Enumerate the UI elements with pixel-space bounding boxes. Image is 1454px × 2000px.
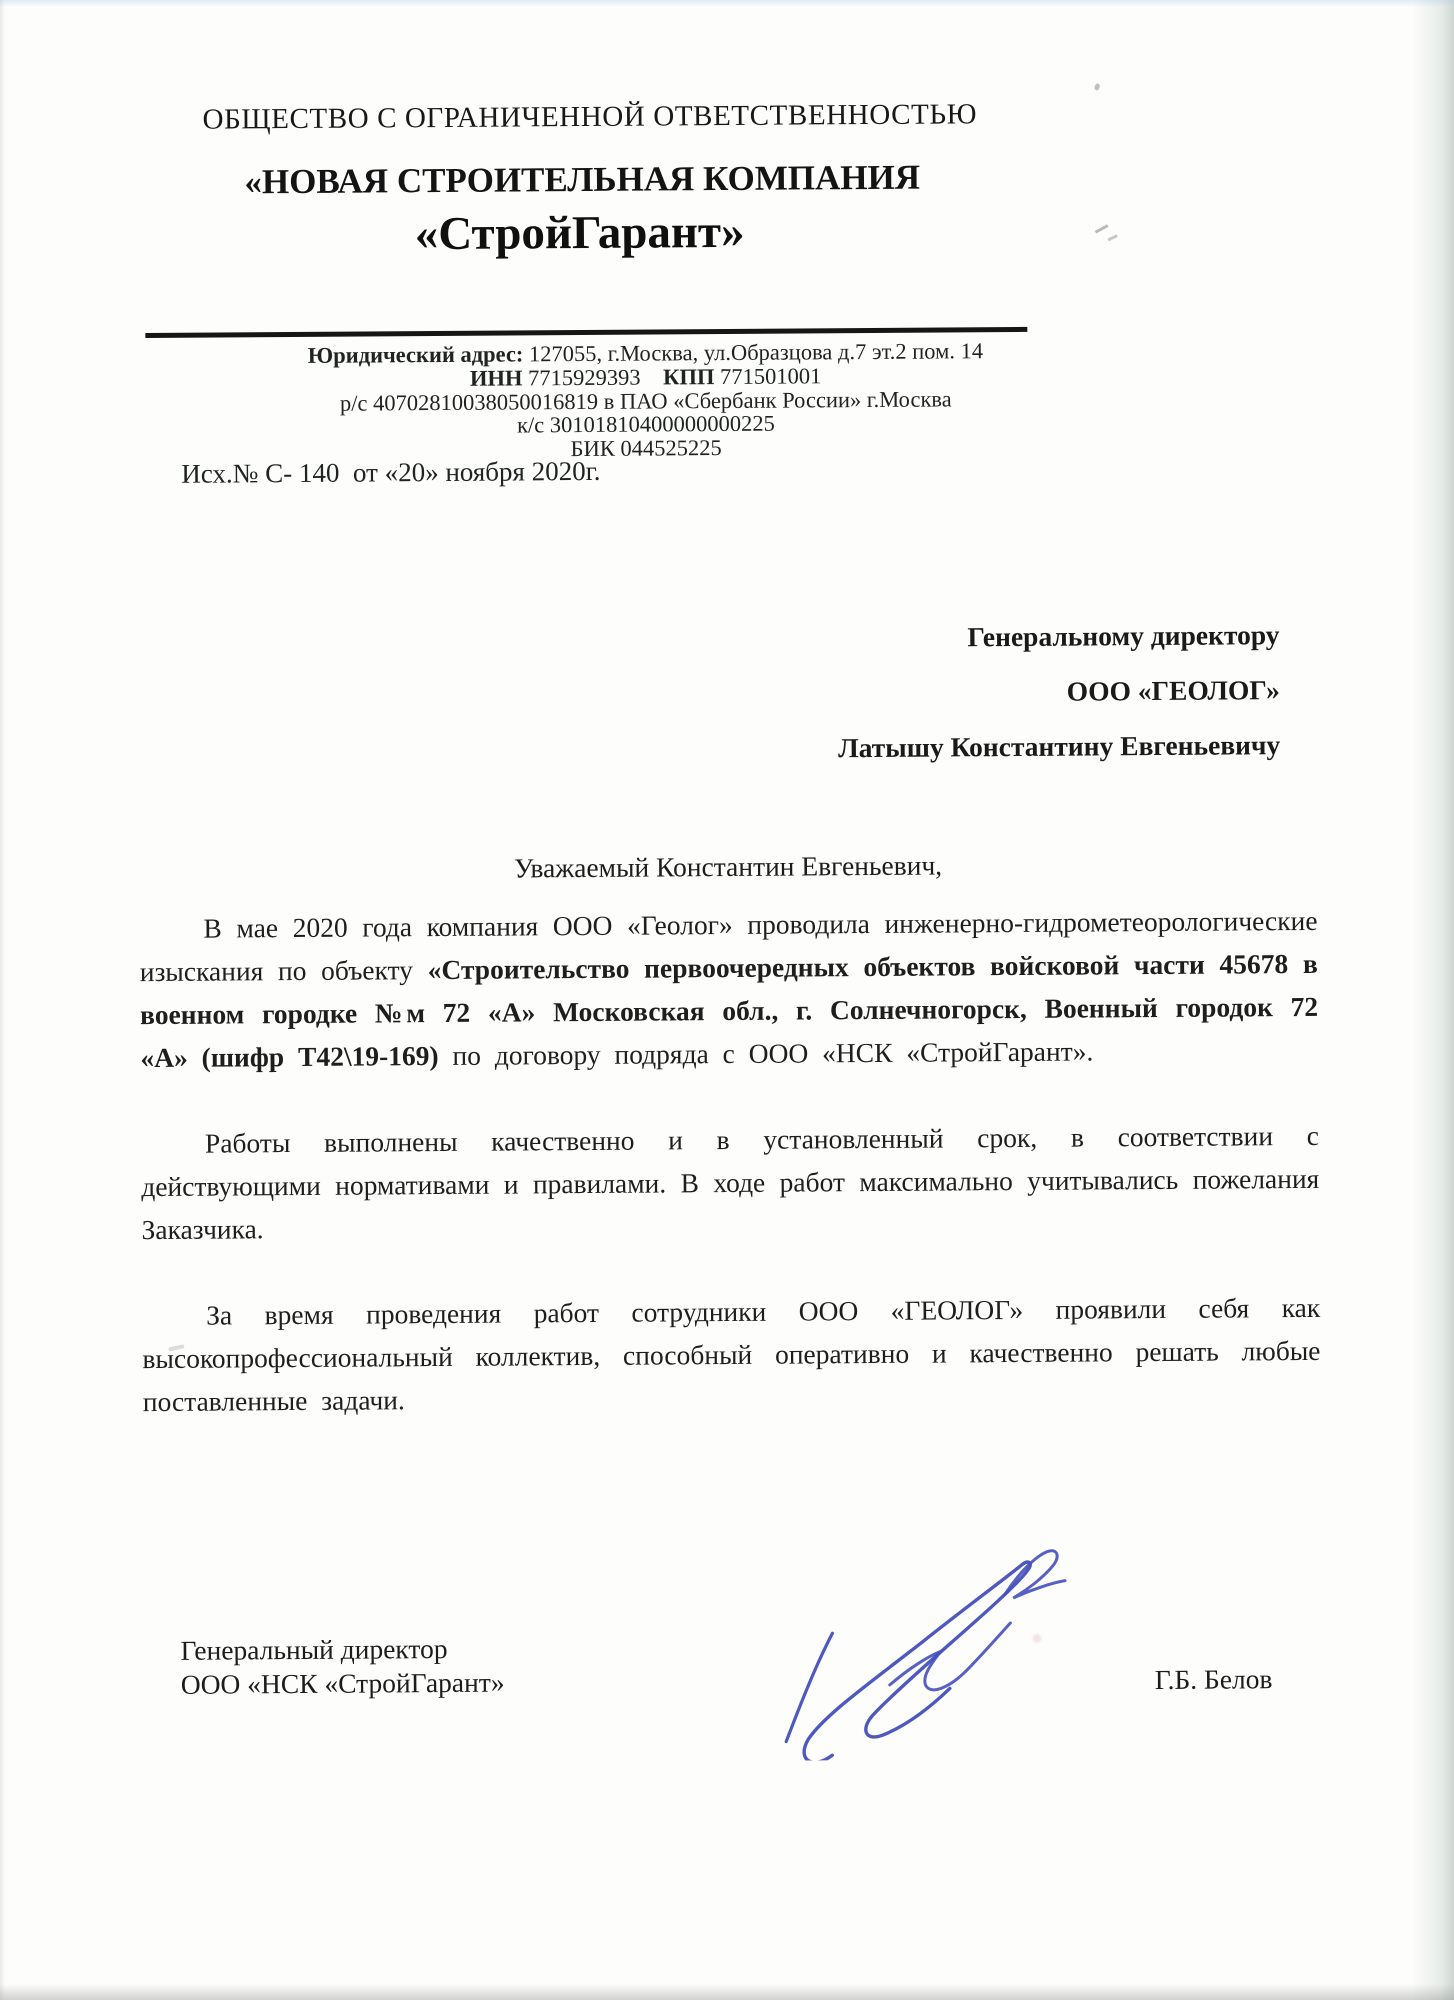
signer-name: Г.Б. Белов <box>1154 1663 1273 1696</box>
recipient-title: Генеральному директору <box>967 619 1280 653</box>
scan-speck <box>1095 224 1109 233</box>
company-name-line2: «СтройГарант» <box>414 205 745 261</box>
signer-position-block <box>180 1632 504 1701</box>
body-paragraph-3: За время проведения работ сотрудники ООО «ГЕОЛОГ» проявили себя как высокопрофессиональный коллектив, способный оперативно и качественно решать любые поставленные задачи. <box>142 1291 1321 1418</box>
signature-stroke-left-slash <box>785 1633 833 1741</box>
salutation-line: Уважаемый Константин Евгеньевич, <box>513 849 943 884</box>
org-type-line: ОБЩЕСТВО С ОГРАНИЧЕННОЙ ОТВЕТСТВЕННОСТЬЮ <box>202 98 978 136</box>
company-name-line1: «НОВАЯ СТРОИТЕЛЬНАЯ КОМПАНИЯ <box>244 157 921 202</box>
signer-position-line2: ООО «НСК «СтройГарант» <box>180 1666 505 1700</box>
body-paragraph-1: В мае 2020 года компания ООО «Геолог» проводила инженерно-гидрометеорологические изыскания по объекту «Строительство первоочередных объектов войсковой части 45678 в военном городке №м 72 «А» Московская обл., г. Солнечногорск, Военный городок 72 «А» (шифр Т42\19-169) по договору подряда с ООО «НСК «СтройГарант». <box>139 904 1319 1074</box>
recipient-company: ООО «ГЕОЛОГ» <box>1066 674 1280 707</box>
recipient-person: Латышу Константину Евгеньевичу <box>838 729 1281 764</box>
letterhead-requisites <box>55 337 1236 464</box>
signature-ink <box>769 1524 1071 1761</box>
body-paragraph-2: Работы выполнены качественно и в установленный срок, в соответствии с действующими нормативами и правилами. В ходе работ максимально учитывались пожелания Заказчика. <box>141 1119 1320 1246</box>
correspondent-account-line: к/с 30101810400000000225 <box>516 411 775 438</box>
tax-ids-line: ИНН 7715929393 КПП 771501001 <box>469 363 822 391</box>
bik-line: БИК 044525225 <box>570 435 722 462</box>
scan-speck <box>1108 234 1118 241</box>
legal-address-line: Юридический адрес: 127055, г.Москва, ул.Образцова д.7 эт.2 пом. 14 <box>307 338 984 368</box>
settlement-account-line: р/с 40702810038050016819 в ПАО «Сбербанк России» г.Москва <box>339 386 952 416</box>
signature-stroke-main <box>803 1562 1032 1761</box>
header-divider-rule <box>145 327 1027 338</box>
scan-speck <box>1094 83 1101 91</box>
recipient-block <box>837 607 1280 775</box>
signature-stroke-top-loop <box>1005 1551 1065 1598</box>
outgoing-reference-line: Исх.№ С- 140 от «20» ноября 2020г. <box>181 455 601 489</box>
signer-position-line1: Генеральный директор <box>180 1632 448 1666</box>
